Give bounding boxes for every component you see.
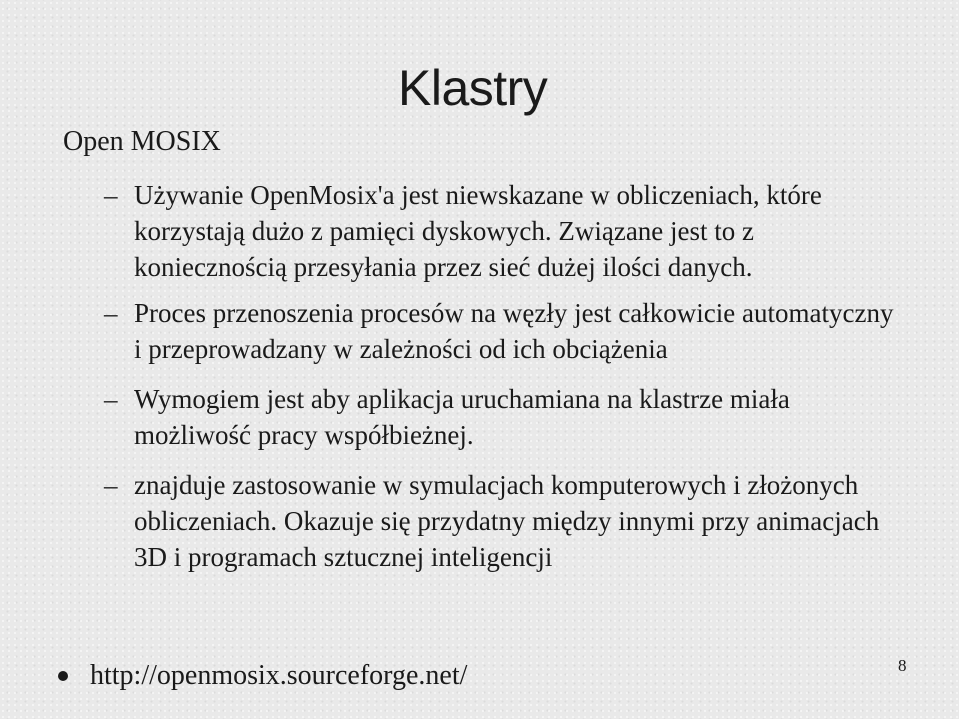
bullet-icon: [58, 671, 68, 681]
link-row: [58, 658, 467, 694]
dash-icon: –: [104, 470, 118, 500]
list-item: [100, 177, 900, 285]
list-item-text: Proces przenoszenia procesów na węzły jest całkowicie automatyczny i przeprowadzany w zależności od ich obciążenia: [134, 298, 894, 364]
list-item: [100, 381, 900, 453]
dash-icon: –: [104, 384, 118, 414]
dash-list: [100, 177, 900, 589]
list-item-text: Wymogiem jest aby aplikacja uruchamiana na klastrze miała możliwość pracy współbieżnej.: [134, 384, 790, 450]
dash-icon: –: [104, 180, 118, 210]
list-item: [100, 295, 900, 367]
openmosix-link[interactable]: http://openmosix.sourceforge.net/: [90, 660, 468, 691]
page-number: 8: [898, 656, 907, 675]
section-label: Open MOSIX: [63, 126, 221, 157]
list-item-text: znajduje zastosowanie w symulacjach komputerowych i złożonych obliczeniach. Okazuje się przydatny między innymi przy animacjach 3D i programach sztucznej inteligencji: [134, 470, 880, 572]
slide-title: Klastry: [398, 60, 548, 116]
dash-icon: –: [104, 298, 118, 328]
list-item-text: Używanie OpenMosix'a jest niewskazane w obliczeniach, które korzystają dużo z pamięci dyskowych. Związane jest to z koniecznością przesyłania przez sieć dużej ilości danych.: [134, 180, 822, 282]
list-item: [100, 467, 900, 575]
